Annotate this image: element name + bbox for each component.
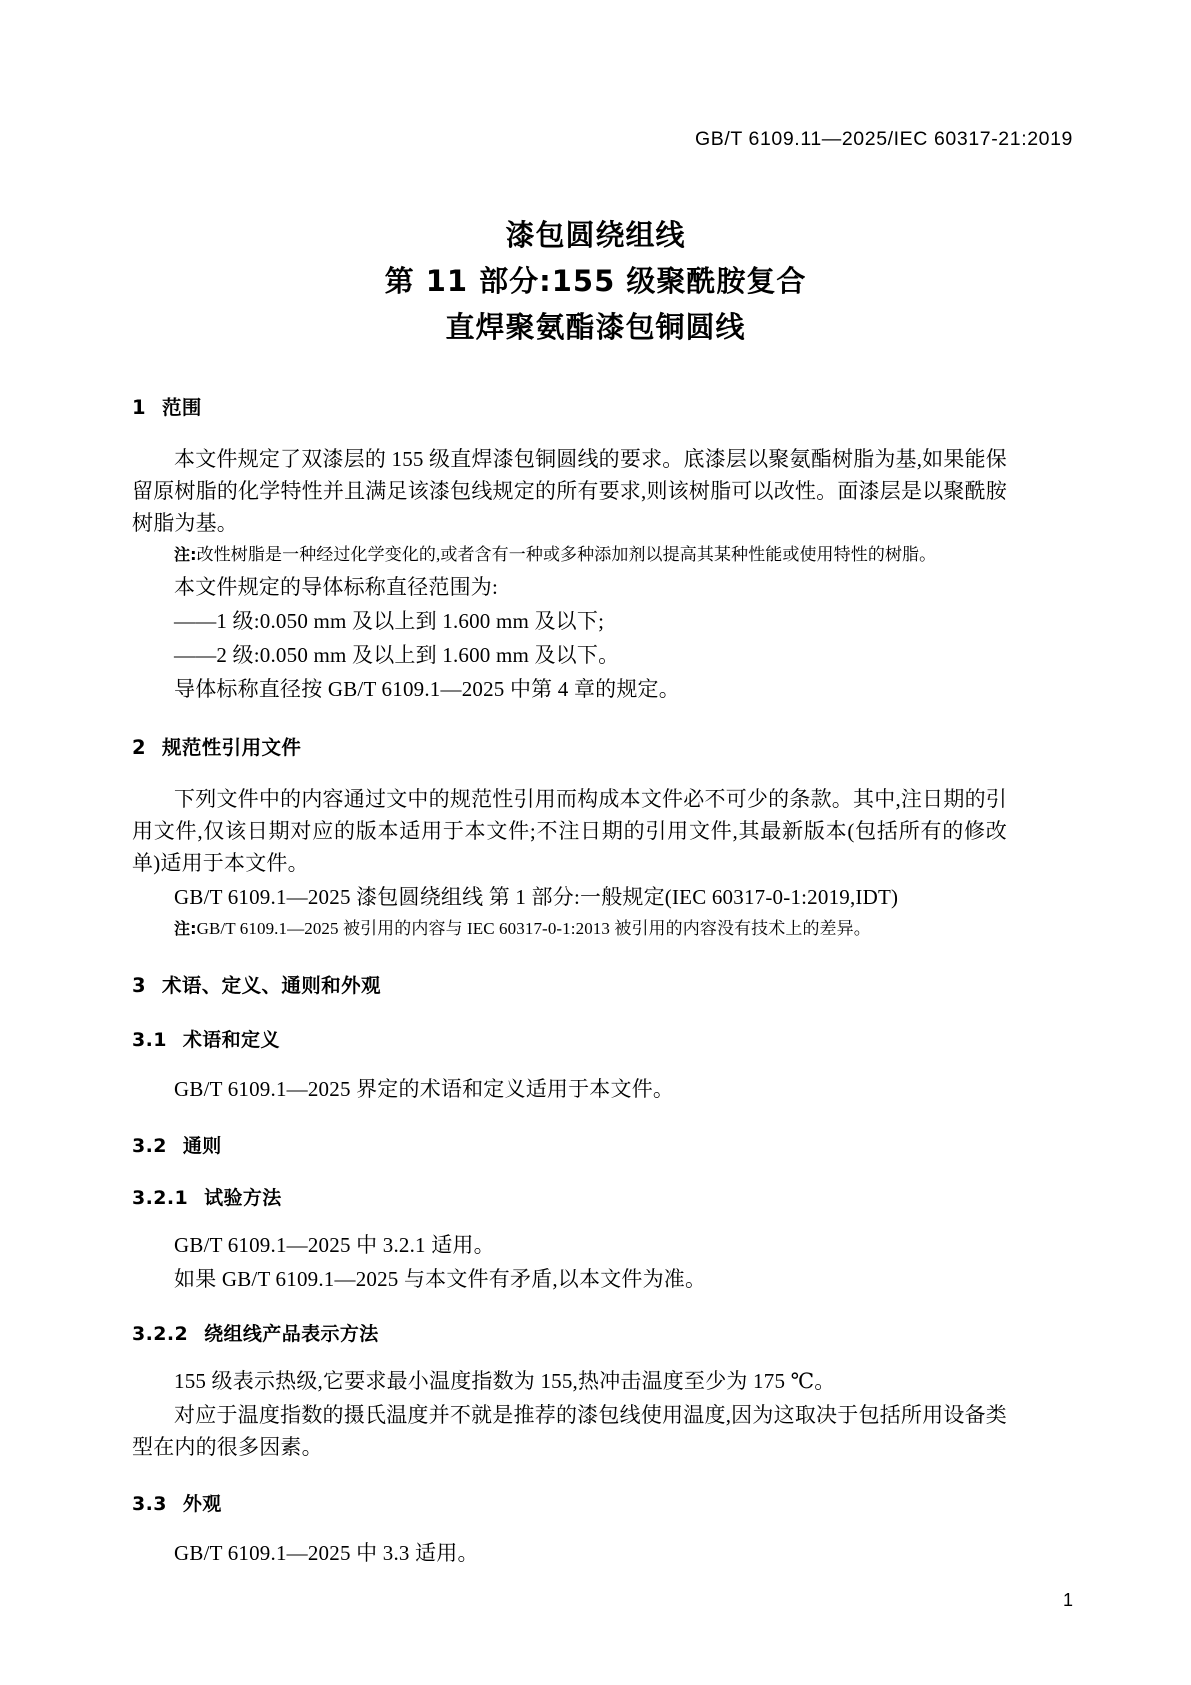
clause-1-number: 1 (132, 396, 146, 419)
clause-2-number: 2 (132, 736, 146, 759)
designation-paragraph-2: 对应于温度指数的摄氏温度并不就是推荐的漆包线使用温度,因为这取决于包括所用设备类型在内的很多因素。 (132, 1403, 1007, 1459)
scope-note (132, 541, 1007, 569)
heading-clause-3-2 (132, 1133, 1007, 1159)
document-body (132, 395, 1007, 1571)
appearance-paragraph-1: GB/T 6109.1—2025 中 3.3 适用。 (174, 1541, 479, 1565)
heading-clause-3-1 (132, 1027, 1007, 1053)
scope-grade-item-1: ——1 级:0.050 mm 及以上到 1.600 mm 及以下; (174, 609, 605, 633)
scope-paragraph-1: 本文件规定了双漆层的 155 级直焊漆包铜圆线的要求。底漆层以聚氨酯树脂为基,如果能保留原树脂的化学特性并且满足该漆包线规定的所有要求,则该树脂可以改性。面漆层是以聚酰胺树脂为基。 (132, 447, 1007, 535)
normative-refs-note-text: GB/T 6109.1—2025 被引用的内容与 IEC 60317-0-1:2013 被引用的内容没有技术上的差异。 (196, 919, 871, 938)
normative-ref-entry-1: GB/T 6109.1—2025 漆包圆绕组线 第 1 部分:一般规定(IEC 60317-0-1:2019,IDT) (174, 885, 899, 909)
normative-refs-note-label: 注: (174, 919, 197, 938)
clause-3-2-2-title: 绕组线产品表示方法 (204, 1323, 379, 1345)
running-header-standard-ref: GB/T 6109.11—2025/IEC 60317-21:2019 (694, 128, 1073, 150)
clause-3-number: 3 (132, 974, 146, 997)
clause-1-title: 范围 (161, 396, 202, 419)
heading-clause-3-2-2 (132, 1321, 1007, 1347)
title-line-2: 第 11 部分:155 级聚酰胺复合 (384, 264, 807, 298)
title-line-1: 漆包圆绕组线 (505, 218, 686, 252)
clause-3-2-1-number: 3.2.1 (132, 1187, 189, 1209)
clause-3-2-1-title: 试验方法 (204, 1187, 282, 1209)
test-methods-paragraph-2: 如果 GB/T 6109.1—2025 与本文件有矛盾,以本文件为准。 (174, 1267, 707, 1291)
heading-clause-3-3 (132, 1491, 1007, 1517)
clause-3-2-2-number: 3.2.2 (132, 1323, 189, 1345)
scope-note-text: 改性树脂是一种经过化学变化的,或者含有一种或多种添加剂以提高其某种性能或使用特性的树脂。 (196, 545, 937, 564)
test-methods-paragraph-1: GB/T 6109.1—2025 中 3.2.1 适用。 (174, 1233, 495, 1257)
scope-paragraph-2: 本文件规定的导体标称直径范围为: (174, 575, 499, 599)
normative-refs-paragraph-1: 下列文件中的内容通过文中的规范性引用而构成本文件必不可少的条款。其中,注日期的引用文件,仅该日期对应的版本适用于本文件;不注日期的引用文件,其最新版本(包括所有的修改单)适用于本文件。 (132, 787, 1007, 875)
page-number: 1 (1062, 1590, 1073, 1610)
heading-clause-3 (132, 973, 1007, 999)
clause-3-2-number: 3.2 (132, 1135, 167, 1157)
title-line-3: 直焊聚氨酯漆包铜圆线 (445, 310, 746, 344)
normative-refs-note (132, 915, 1007, 943)
clause-3-1-title: 术语和定义 (182, 1029, 280, 1051)
heading-clause-1 (132, 395, 1007, 421)
clause-3-3-number: 3.3 (132, 1493, 167, 1515)
heading-clause-3-2-1 (132, 1185, 1007, 1211)
document-title (118, 212, 1073, 350)
designation-paragraph-1: 155 级表示热级,它要求最小温度指数为 155,热冲击温度至少为 175 ℃。 (174, 1369, 836, 1393)
terms-paragraph-1: GB/T 6109.1—2025 界定的术语和定义适用于本文件。 (174, 1077, 675, 1101)
scope-paragraph-3: 导体标称直径按 GB/T 6109.1—2025 中第 4 章的规定。 (174, 677, 680, 701)
clause-3-title: 术语、定义、通则和外观 (161, 974, 381, 997)
scope-grade-item-2: ——2 级:0.050 mm 及以上到 1.600 mm 及以下。 (174, 643, 620, 667)
scope-note-label: 注: (174, 545, 197, 564)
clause-3-2-title: 通则 (182, 1135, 222, 1157)
clause-2-title: 规范性引用文件 (161, 736, 302, 759)
clause-3-1-number: 3.1 (132, 1029, 167, 1051)
heading-clause-2 (132, 735, 1007, 761)
clause-3-3-title: 外观 (182, 1493, 222, 1515)
